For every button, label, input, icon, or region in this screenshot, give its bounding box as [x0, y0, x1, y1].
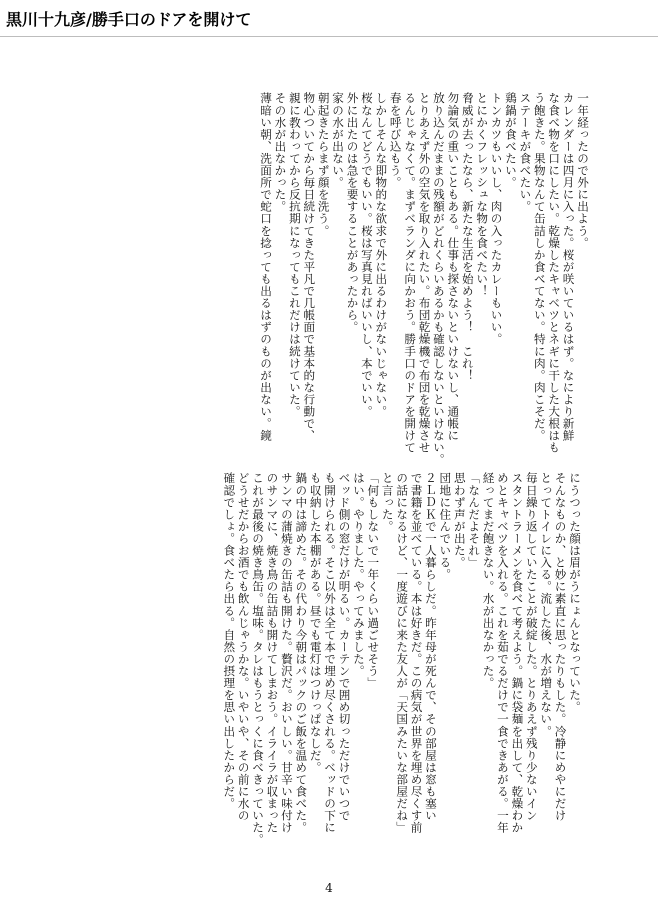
text-column: これが最後の焼き鳥缶。塩味。タレはもうとっくに食べきっていた。 [251, 472, 266, 846]
text-column: るんじゃなくて。まずベランダに向かおう。勝手口のドアを開けて [403, 92, 418, 454]
text-column: 「何もしないで一年くらい過ごせそう」 [366, 472, 381, 689]
text-column: で書籍を並べている。本は好きだ。この病気が世界を埋め尽くす前 [409, 472, 424, 834]
text-column: う飽きた。果物なんて缶詰しか食べてない。特に肉。肉こそだ。 [532, 92, 547, 442]
text-column: 薄暗い朝、洗面所で蛇口を捻っても出るはずのものが出ない。鏡 [259, 92, 274, 442]
text-column: カレンダーは四月に入った。桜が咲いているはず。なにより新鮮 [561, 92, 576, 442]
text-column: そんなものか、と妙に素直に思ったりもした。冷静にめやにだけ [553, 472, 568, 822]
text-column: ステーキが食べたい。 [518, 92, 533, 213]
page-header-title: 黒川十九彦/勝手口のドアを開けて [6, 10, 252, 29]
text-column: とってトイレに入る。流した後、水が増えない。 [539, 472, 554, 738]
text-column: のサンマに、焼き鳥の缶詰も開けてしまおう。イライラが収まった [265, 472, 280, 834]
text-block-lower [222, 472, 582, 850]
text-column: その水が出なかった。 [273, 92, 288, 213]
text-column: はい。やりました。やってみました。 [351, 472, 366, 677]
page-number: 4 [325, 881, 333, 895]
text-column: 毎日繰り返していたことが破綻した。とりあえず残り少ないイン [524, 472, 539, 822]
text-column: の話になるけど、一度遊びに来た友人が「天国みたいな部屋だね」 [395, 472, 410, 834]
text-column: とりあえず外の空気を取り入れたい。布団乾燥機で布団を乾燥させ [417, 92, 432, 454]
text-column: 鍋の中は諦めた。その代わり今朝はパックのご飯を温めて食べた。 [294, 472, 309, 834]
text-column: 「なんだよそれ」 [467, 472, 482, 569]
text-column: サンマの蒲焼きの缶詰も開けた。贅沢だ。おいしい。甘辛い味付け [279, 472, 294, 834]
text-column: とにかくフレッシュな物を食べたい！ [475, 92, 490, 297]
text-column: 家の水が出ない。 [331, 92, 346, 189]
text-column: も開けられる。そこ以外は全て本で埋め尽くされる。ベッドの下に [323, 472, 338, 834]
text-column: トンカツもいいし、肉の入ったカレーもいい。 [489, 92, 504, 346]
text-column: 親に教わってから反抗期になってもこれだけは続けていた。 [287, 92, 302, 418]
text-column: 一年経ったので外に出よう。 [576, 92, 590, 249]
text-column: 外に出たのは急を要することがあったから。 [345, 92, 360, 333]
text-column: 勿論気の重いこともある。仕事も探さないといけないし、通帳に [446, 92, 461, 442]
text-column: 鶏鍋が食べたい。 [503, 92, 518, 189]
text-column: ２ＬＤＫで一人暮らしだ。昨年母が死んで、その部屋は窓も塞い [423, 472, 438, 822]
text-column: 脅威が去ったなら、新たな生活を始めよう！ これ！ [460, 92, 475, 382]
text-column: どうせだからお酒でも飲んじゃうかな。いやいや、その前に水の [236, 472, 251, 822]
text-column: と言った。 [380, 472, 395, 533]
text-block-upper [259, 92, 590, 466]
text-column: スタントラーメンを食べて考えよう。鍋に袋麺を出して、乾燥わか [510, 472, 525, 834]
text-column: も収納した本棚がある。昼でも電灯はつけっぱなしだ。 [308, 472, 323, 774]
text-column: めとキャベツを入れる。これを茹でるだけで一食できあがる。一年 [495, 472, 510, 834]
text-column: 朝起きたらまず顔を洗う。 [316, 92, 331, 237]
text-column: 経ってまだ飽きない。水が出なかった。 [481, 472, 496, 689]
text-column: 確認でしょ。食べたら出る。自然の摂理を思い出したからだ。 [222, 472, 237, 810]
text-column: ベッド側の窓だけが明るい。カーテンで囲め切っただけでいつで [337, 472, 352, 822]
header-divider [0, 36, 658, 37]
text-column: 団地に住んでいる。 [438, 472, 453, 581]
text-column: 放り込んだままの残額がどれくらいあるかも確認しないといけない。 [431, 92, 446, 466]
text-column: にうつった顔は眉がうにょんとなっていた。 [568, 472, 582, 713]
text-column: な食べ物を口にしたい。乾燥したキャベツとネギに干した大根はも [547, 92, 562, 454]
text-column: しかしそんな即物的な欲求で外に出るわけがないじゃない。 [374, 92, 389, 418]
text-column: 桜なんてどうでもいい。桜は写真見ればいいし、本でいい。 [359, 92, 374, 418]
text-column: 思わず声が出た。 [452, 472, 467, 569]
text-column: 物心ついてから毎日続けてきた平凡で几帳面で基本的な行動で、 [302, 92, 317, 442]
text-column: 春を呼び込もう。 [388, 92, 403, 189]
